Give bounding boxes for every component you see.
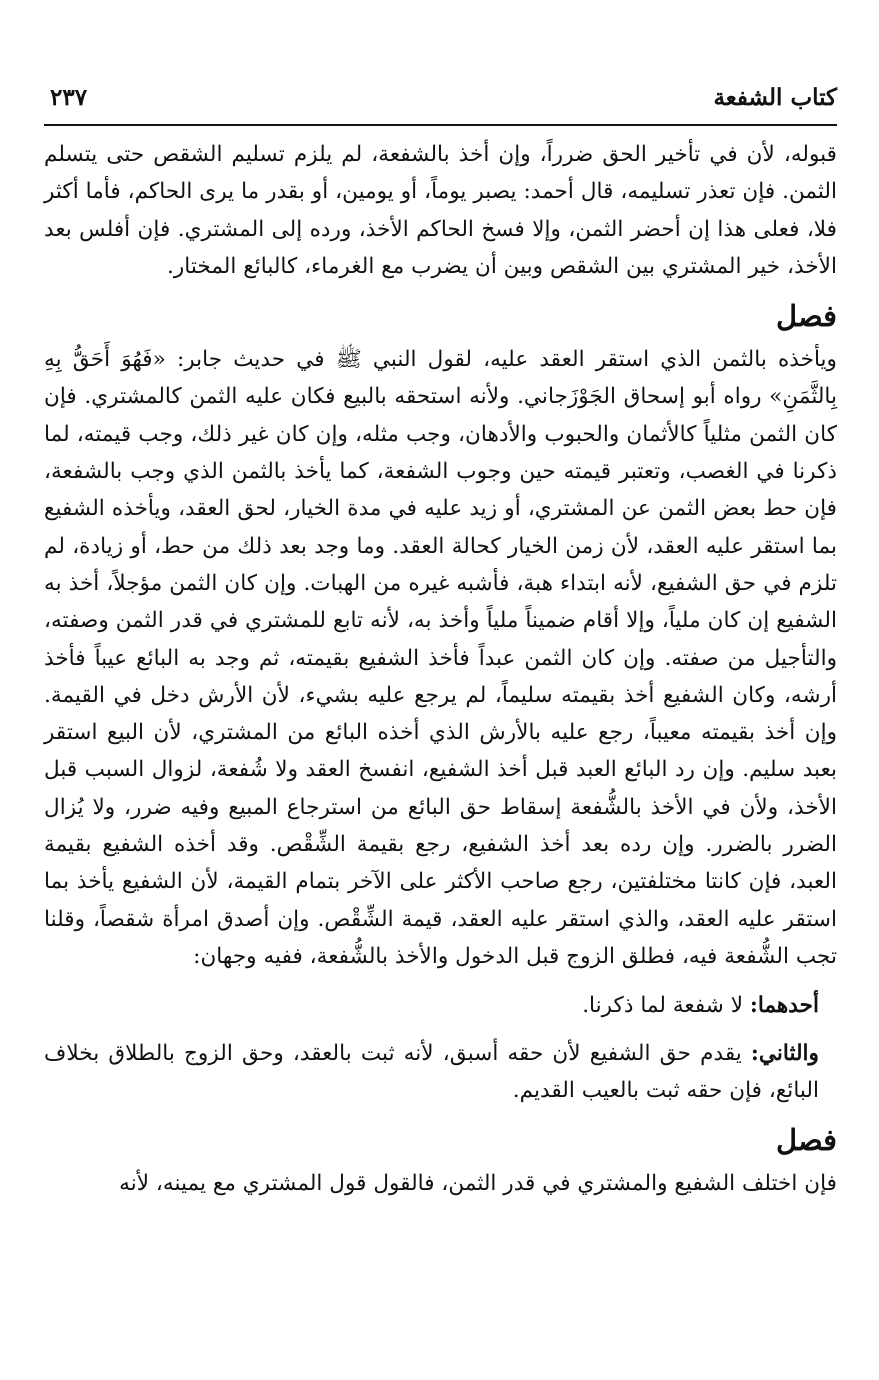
book-title: كتاب الشفعة	[713, 84, 837, 111]
opinion-1-label: أحدهما:	[749, 993, 819, 1019]
opinion-2	[44, 1035, 837, 1110]
running-header	[44, 84, 837, 126]
opinion-2-label: والثاني:	[750, 1040, 819, 1066]
page-number: ٢٣٧	[50, 84, 88, 111]
opinion-1-text: لا شفعة لما ذكرنا.	[582, 993, 744, 1019]
section-heading-2: فصل	[776, 1123, 837, 1158]
paragraph-2: ويأخذه بالثمن الذي استقر العقد عليه، لقول النبي ﷺ في حديث جابر: «فَهُوَ أَحَقُّ بِهِ بِالثَّمَنِ» رواه أبو إسحاق الجَوْزَجاني. ولأنه استحقه بالبيع فكان عليه الثمن كالمشتري. فإن كان الثمن مثلياً كالأثمان والحبوب والأدهان، وجب مثله، وإن كان غير ذلك، وجب قيمته، لما ذكرنا في الغصب، وتعتبر قيمته حين وجوب الشفعة، كما يأخذ بالثمن الذي وجب بالشفعة، فإن حط بعض الثمن عن المشتري، أو زيد عليه في مدة الخيار، لحق العقد، ويأخذه الشفيع بما استقر عليه العقد، لأن زمن الخيار كحالة العقد. وما وجد بعد ذلك من حط، أو زيادة، لم تلزم في حق الشفيع، لأنه ابتداء هبة، فأشبه غيره من الهبات. وإن كان الثمن مؤجلاً، أخذ به الشفيع إن كان ملياً، وإلا أقام ضميناً ملياً وأخذ به، لأنه تابع للمشتري في قدر الثمن وصفته، والتأجيل من صفته. وإن كان الثمن عبداً فأخذ الشفيع بقيمته، ثم وجد به البائع عيباً فأخذ أرشه، وكان الشفيع أخذ بقيمته سليماً، لم يرجع عليه بشيء، لأن الأرش دخل في القيمة. وإن أخذ بقيمته معيباً، رجع عليه بالأرش الذي أخذه البائع من المشتري، لأن البيع استقر بعبد سليم. وإن رد البائع العبد قبل أخذ الشفيع، انفسخ العقد ولا شُفعة، لزوال السبب قبل الأخذ، ولأن في الأخذ بالشُّفعة إسقاط حق البائع من استرجاع المبيع وفيه ضرر، ولا يُزال الضرر بالضرر. وإن رده بعد أخذ الشفيع، رجع بقيمة الشِّقْص. وقد أخذه الشفيع بقيمة العبد، فإن كانتا مختلفتين، رجع صاحب الأكثر على الآخر بتمام القيمة، لأن الشفيع يأخذ بما استقر عليه العقد، والذي استقر عليه العقد، قيمة الشِّقْص. وإن أصدق امرأة شقصاً، وقلنا تجب الشُّفعة فيه، فطلق الزوج قبل الدخول والأخذ بالشُّفعة، ففيه وجهان:	[44, 347, 837, 969]
page-body	[44, 136, 837, 1202]
paragraph-3: فإن اختلف الشفيع والمشتري في قدر الثمن، فالقول قول المشتري مع يمينه، لأنه	[119, 1171, 837, 1197]
section-heading-1: فصل	[776, 299, 837, 334]
opinion-2-text: يقدم حق الشفيع لأن حقه أسبق، لأنه ثبت بالعقد، وحق الزوج بالطلاق بخلاف البائع، فإن حقه ثبت بالعيب القديم.	[44, 1040, 819, 1103]
paragraph-1: قبوله، لأن في تأخير الحق ضرراً، وإن أخذ بالشفعة، لم يلزم تسليم الشقص حتى يتسلم الثمن. فإن تعذر تسليمه، قال أحمد: يصبر يوماً، أو يومين، أو بقدر ما يرى الحاكم، فأما أكثر فلا، فعلى هذا إن أحضر الثمن، وإلا فسخ الحاكم الأخذ، ورده إلى المشتري. فإن أفلس بعد الأخذ، خير المشتري بين الشقص وبين أن يضرب مع الغرماء، كالبائع المختار.	[44, 142, 837, 279]
opinion-1	[44, 987, 837, 1024]
